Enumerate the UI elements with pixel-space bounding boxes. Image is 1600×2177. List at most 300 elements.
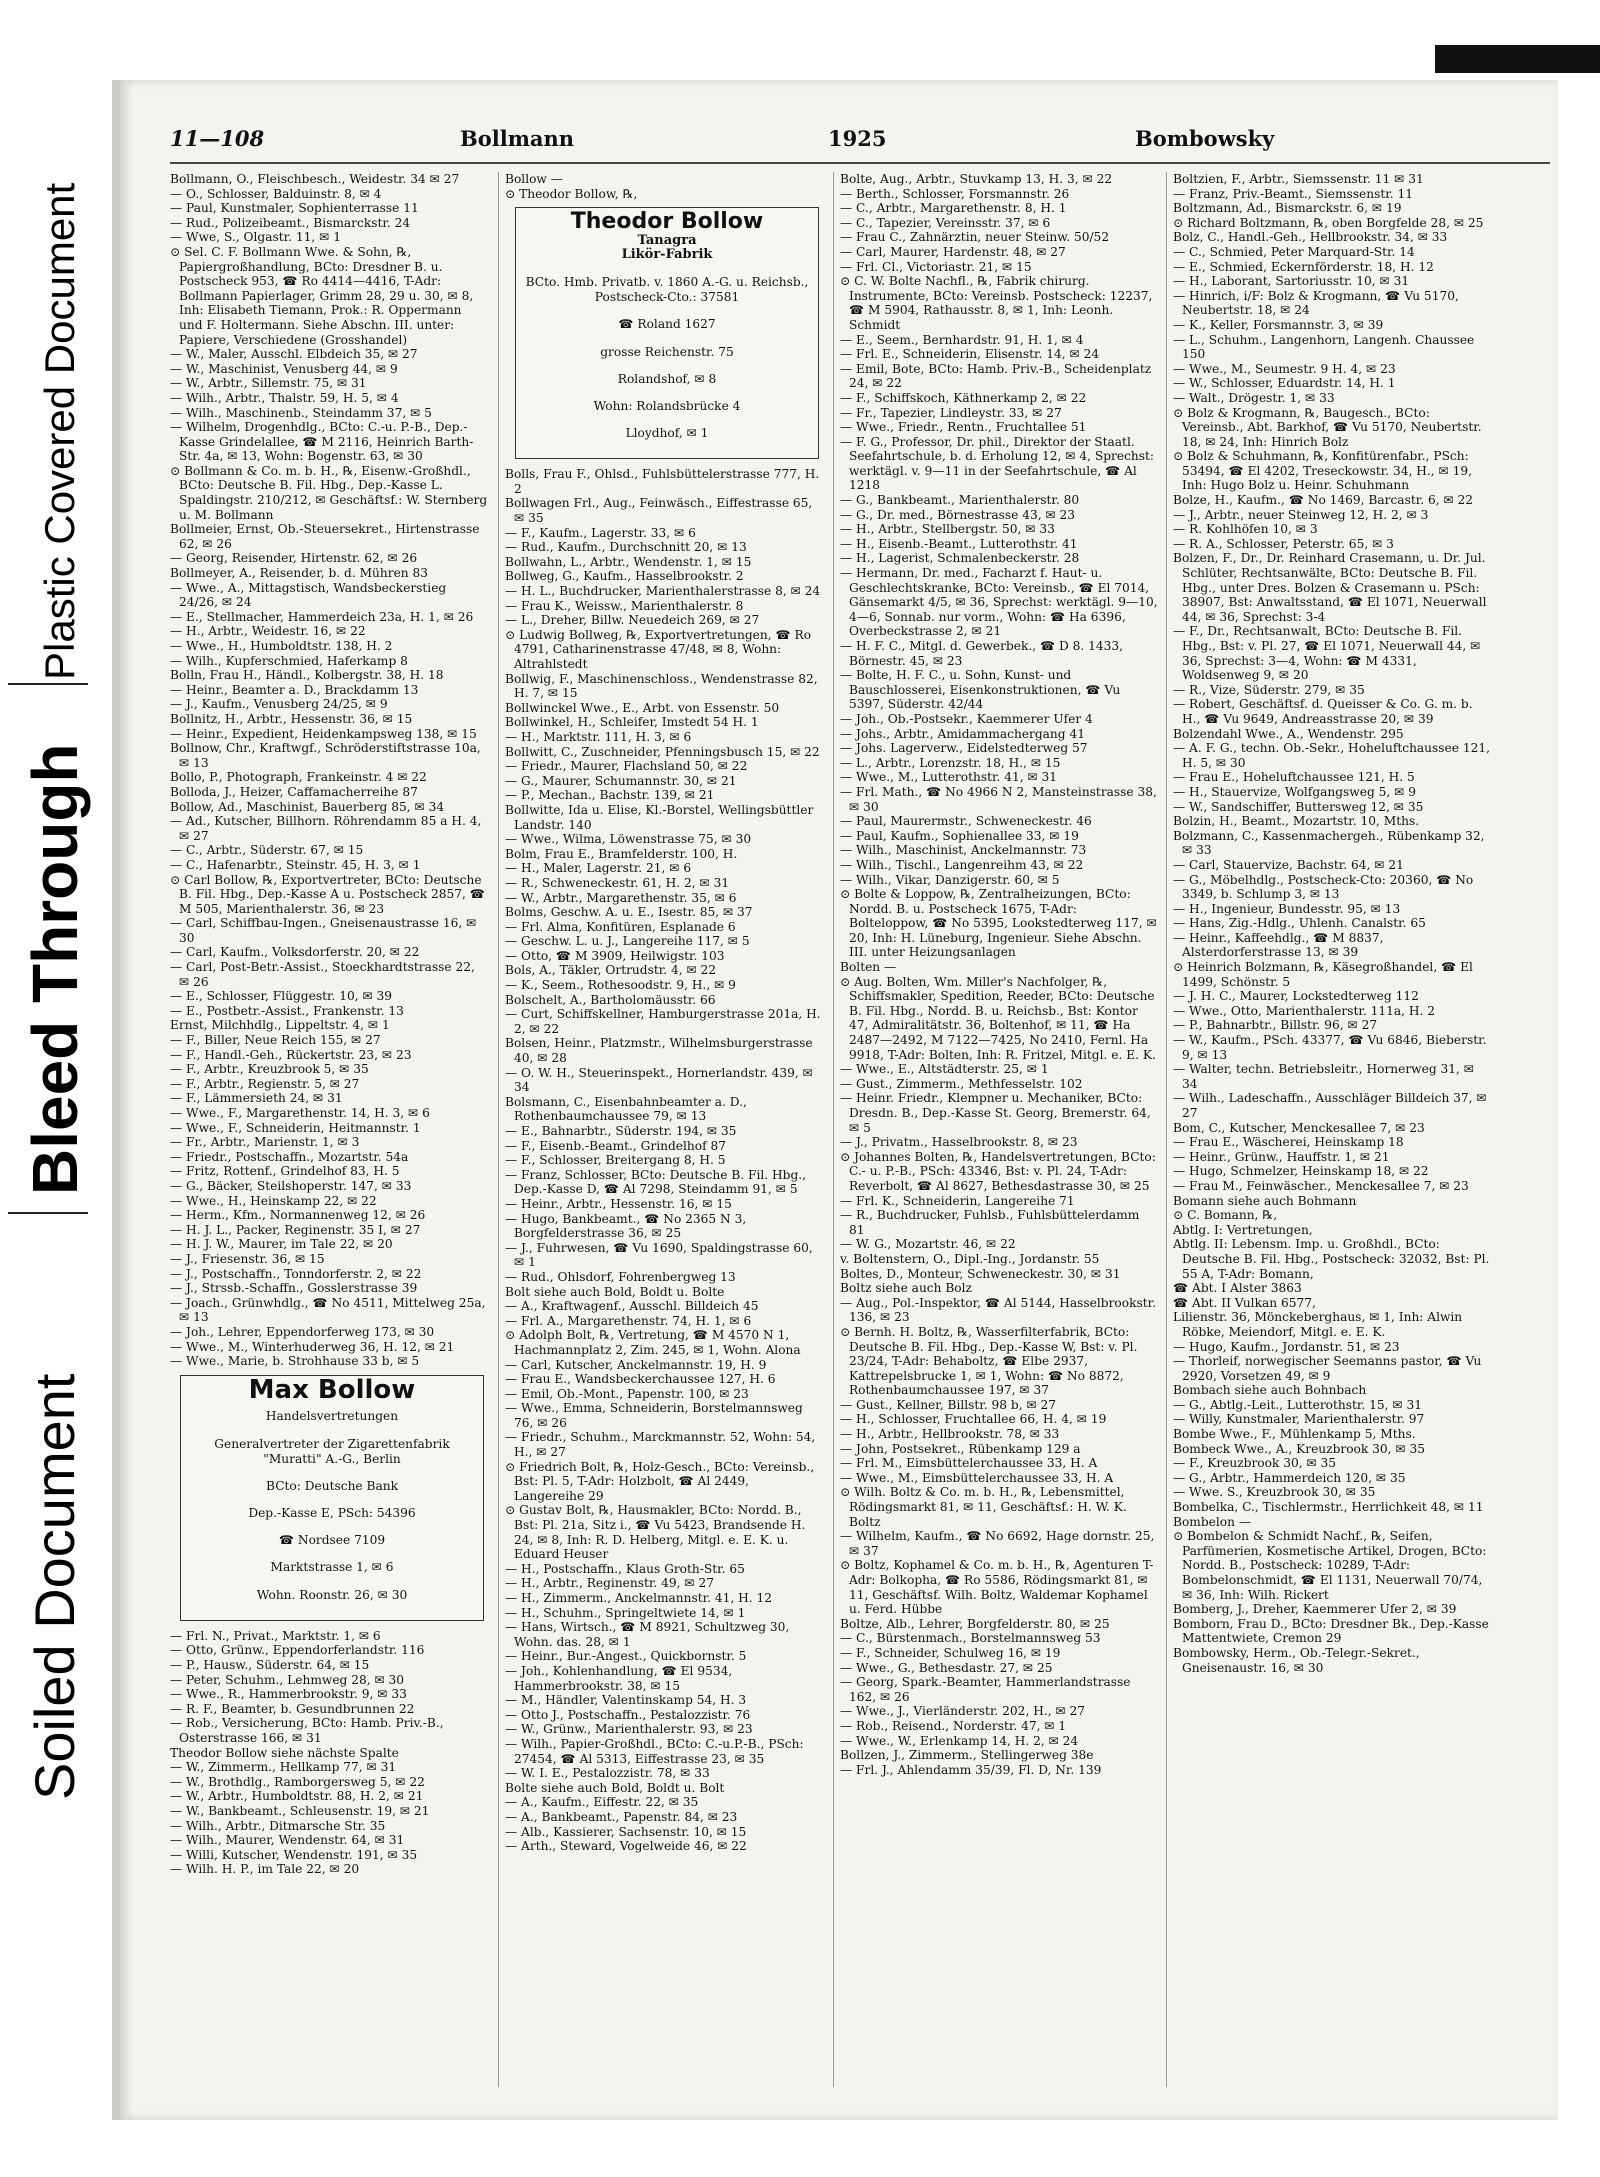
directory-entry: — Frl. J., Ahlendamm 35/39, Fl. D, Nr. 139	[840, 1762, 1102, 1777]
directory-entry: — C., Arbtr., Süderstr. 67, ✉ 15	[170, 843, 364, 858]
directory-entry: — Gust., Kellner, Billstr. 98 b, ✉ 27	[840, 1397, 1057, 1412]
column-separator	[498, 172, 499, 2087]
advert-line: BCto: Deutsche Bank	[266, 1478, 398, 1493]
directory-entry: — Hans, Wirtsch., ☎ M 8921, Schultzweg 30, Wohn. das. 28, ✉ 1	[505, 1620, 790, 1649]
directory-entry: — Ad., Kutscher, Billhorn. Röhrendamm 85 a H. 4, ✉ 27	[170, 814, 482, 843]
advert-lines	[522, 275, 812, 441]
directory-entry: Bolms, Geschw. A. u. E., Isestr. 85, ✉ 37	[505, 905, 753, 920]
directory-entry: Bollwitt, C., Zuschneider, Pfenningsbusch 15, ✉ 22	[505, 744, 820, 759]
directory-entry: — E., Schlosser, Flüggestr. 10, ✉ 39	[170, 989, 393, 1004]
directory-entry: — W., Sandschiffer, Buttersweg 12, ✉ 35	[1173, 799, 1424, 814]
directory-entry: — W., Kaufm., PSch. 43377, ☎ Vu 6846, Bieberstr. 9, ✉ 13	[1173, 1033, 1487, 1062]
directory-entry: Bollwig, F., Maschinenschloss., Wendenstrasse 82, H. 7, ✉ 15	[505, 671, 818, 701]
directory-entry: — Frau K., Weissw., Marienthalerstr. 8	[505, 598, 744, 613]
directory-entry: ⊙ Sel. C. F. Bollmann Wwe. & Sohn, ℞, Papiergroßhandlung, BCto: Dresdner B. u. Postscheck 953, ☎ Ro 4414—4416, T-Adr: Bollmann Papierlager, Grimm 28, 29 u. 30, ✉ 8, Inh: Elisabeth Tiemann, Prok.: R. Oppermann und F. Holtermann. Siehe Abschn. III. unter: Papiere, Verschiedene (Grosshandel)	[170, 244, 474, 347]
directory-entry: — W. I. E., Pestalozzistr. 78, ✉ 33	[505, 1766, 710, 1781]
directory-entry: Boltzien, F., Arbtr., Siemssenstr. 11 ✉ 31	[1173, 172, 1424, 186]
entry-list	[840, 172, 1158, 1777]
directory-entry: — Wwe., E., Altstädterstr. 25, ✉ 1	[840, 1062, 1049, 1077]
directory-entry: — Heinr., Beamter a. D., Brackdamm 13	[170, 682, 419, 697]
directory-entry: — Walter, techn. Betriebsleitr., Hornerweg 31, ✉ 34	[1173, 1062, 1474, 1091]
column-4	[1173, 172, 1491, 1675]
directory-entry: ⊙ Friedrich Bolt, ℞, Holz-Gesch., BCto: Vereinsb., Bst: Pl. 5, T-Adr: Holzbolt, ☎ Al 2449, Langereihe 29	[505, 1459, 815, 1503]
directory-entry: — H., Zimmerm., Anckelmannstr. 41, H. 12	[505, 1591, 773, 1605]
directory-entry: — Frl. K., Schneiderin, Langereihe 71	[840, 1193, 1075, 1208]
directory-entry: — H. L., Buchdrucker, Marienthalerstrasse 8, ✉ 24	[505, 584, 821, 599]
directory-entry: ⊙ Theodor Bollow, ℞,	[505, 186, 638, 201]
directory-entry: — H., Eisenb.-Beamt., Lutterothstr. 41	[840, 536, 1078, 551]
directory-entry: — Geschw. L. u. J., Langereihe 117, ✉ 5	[505, 934, 750, 949]
directory-entry: — Otto, ☎ M 3909, Heilwigstr. 103	[505, 948, 725, 963]
directory-entry: Ernst, Milchhdlg., Lippeltstr. 4, ✉ 1	[170, 1018, 390, 1033]
label-divider	[8, 1212, 88, 1214]
directory-entry: — Fr., Tapezier, Lindleystr. 33, ✉ 27	[840, 405, 1062, 420]
header-rule	[170, 162, 1550, 164]
directory-entry: — H., Ingenieur, Bundesstr. 95, ✉ 13	[1173, 901, 1401, 916]
directory-entry: — Heinr., Arbtr., Hessenstr. 16, ✉ 15	[505, 1196, 732, 1211]
directory-entry: Bomborn, Frau D., BCto: Dresdner Bk., Dep.-Kasse Mattentwiete, Cremon 29	[1173, 1616, 1489, 1646]
directory-entry: Bolt siehe auch Bold, Boldt u. Bolte	[505, 1284, 725, 1299]
directory-entry: — Rud., Polizeibeamt., Bismarckstr. 24	[170, 215, 411, 230]
directory-entry: — Wwe., H., Heinskamp 22, ✉ 22	[170, 1193, 377, 1208]
directory-entry: Bolze, H., Kaufm., ☎ No 1469, Barcastr. 6, ✉ 22	[1173, 493, 1474, 508]
directory-entry: Bombe Wwe., F., Mühlenkamp 5, Mths.	[1173, 1427, 1416, 1442]
directory-entry: — Heinr., Expedient, Heidenkampsweg 138, ✉ 15	[170, 726, 477, 741]
directory-entry: — Carl, Stauervize, Bachstr. 64, ✉ 21	[1173, 857, 1404, 872]
directory-entry: ⊙ Gustav Bolt, ℞, Hausmakler, BCto: Nordd. B., Bst: Pl. 21a, Sitz i., ☎ Vu 5423, Brandsende H. 24, ✉ 8, Inh: R. D. Helberg, Mitgl. e. E. K. u. Eduard Heuser	[505, 1503, 806, 1562]
directory-entry: — Frl. N., Privat., Marktstr. 1, ✉ 6	[170, 1628, 381, 1643]
page-header	[170, 126, 1550, 160]
directory-entry: — E., Postbetr.-Assist., Frankenstr. 13	[170, 1003, 404, 1018]
directory-entry: Bollweg, G., Kaufm., Hasselbrookstr. 2	[505, 569, 744, 584]
directory-entry: — Friedr., Schuhm., Marckmannstr. 52, Wohn: 54, H., ✉ 27	[505, 1430, 816, 1460]
directory-entry: — C., Hafenarbtr., Steinstr. 45, H. 3, ✉ 1	[170, 857, 421, 872]
advert-line: grosse Reichenstr. 75	[600, 344, 734, 359]
directory-entry: — H., Arbtr., Stellbergstr. 50, ✉ 33	[840, 522, 1055, 537]
directory-entry: — Wilh., Maurer, Wendenstr. 64, ✉ 31	[170, 1833, 405, 1848]
directory-entry: — H., Arbtr., Weidestr. 16, ✉ 22	[170, 624, 366, 639]
directory-entry: — Wwe., M., Eimsbüttelerchaussee 33, H. A	[840, 1470, 1114, 1485]
directory-entry: — Arth., Steward, Vogelweide 46, ✉ 22	[505, 1839, 747, 1854]
directory-entry: — O., Schlosser, Balduinstr. 8, ✉ 4	[170, 186, 382, 201]
directory-entry: Bollwinkel, H., Schleifer, Imstedt 54 H. 1	[505, 715, 759, 730]
directory-entry: — Wilh., Maschinenb., Steindamm 37, ✉ 5	[170, 405, 432, 420]
directory-entry: — W., Maschinist, Venusberg 44, ✉ 9	[170, 361, 398, 376]
directory-entry: Lilienstr. 36, Mönckeberghaus, ✉ 1, Inh: Alwin Röbke, Meiendorf, Mitgl. e. E. K.	[1173, 1310, 1463, 1339]
directory-entry: — Carl, Maurer, Hardenstr. 48, ✉ 27	[840, 244, 1066, 259]
directory-entry: — F., Dr., Rechtsanwalt, BCto: Deutsche B. Fil. Hbg., Bst: v. Pl. 27, ☎ El 1071, Neuerwall 44, ✉ 36, Sprechst: 3—4, Wohn: ☎ M 4331, Woldsenweg 9, ✉ 20	[1173, 624, 1481, 683]
directory-entry: Bollwitte, Ida u. Elise, Kl.-Borstel, Wellingsbüttler Landstr. 140	[505, 802, 814, 832]
directory-entry: — G., Dr. med., Börnestrasse 43, ✉ 23	[840, 507, 1076, 522]
directory-entry: Bombelon —	[1173, 1514, 1252, 1529]
directory-entry: ⊙ Bolte & Loppow, ℞, Zentralheizungen, BCto: Nordd. B. u. Postscheck 1675, T-Adr: Bolteloppow, ☎ No 5395, Lookstedterweg 117, ✉ 20, Inh: H. Lüneburg, Ingenieur. Siehe Abschn. III. unter Heizungsanlagen	[840, 887, 1157, 960]
directory-entry: ⊙ Bernh. H. Boltz, ℞, Wasserfilterfabrik, BCto: Deutsche B. Fil. Hbg., Dep.-Kasse W, Bst: v. Pl. 23/24, T-Adr: Behaboltz, ☎ Elbe 2937, Kattrepelsbrucke 1, ✉ 1, Wohn: ☎ No 8872, Rothenbaumchaussee 197, ✉ 37	[840, 1324, 1138, 1398]
directory-entry: ☎ Abt. I Alster 3863	[1173, 1281, 1302, 1296]
directory-entry: Bolloda, J., Heizer, Caffamacherreihe 87	[170, 784, 418, 799]
advert-line: Lloydhof, ✉ 1	[625, 426, 709, 441]
directory-entry: — Wilh. H. P., im Tale 22, ✉ 20	[170, 1862, 360, 1877]
directory-entry: Boltze, Alb., Lehrer, Borgfelderstr. 80, ✉ 25	[840, 1616, 1110, 1631]
directory-entry: — H., Arbtr., Reginenstr. 49, ✉ 27	[505, 1576, 714, 1591]
directory-entry: Bollnitz, H., Arbtr., Hessenstr. 36, ✉ 15	[170, 711, 413, 726]
directory-entry: — Wwe., Marie, b. Strohhause 33 b, ✉ 5	[170, 1354, 420, 1369]
directory-entry: — Wilh., Papier-Großhdl., BCto: C.-u.P.-B., PSch: 27454, ☎ Al 5313, Eiffestrasse 23, ✉ 35	[505, 1736, 804, 1766]
directory-entry: — E., Schmied, Eckernförderstr. 18, H. 12	[1173, 259, 1434, 274]
directory-entry: — P., Hausw., Süderstr. 64, ✉ 15	[170, 1657, 370, 1672]
directory-entry: ⊙ Adolph Bolt, ℞, Vertretung, ☎ M 4570 N 1, Hachmannplatz 2, Zim. 245, ✉ 1, Wohn. Alona	[505, 1328, 801, 1357]
directory-entry: — Wwe., Otto, Marienthalerstr. 111a, H. 2	[1173, 1003, 1436, 1018]
directory-entry: — Paul, Kunstmaler, Sophienterrasse 11	[170, 201, 419, 216]
directory-entry: ⊙ Bollmann & Co. m. b. H., ℞, Eisenw.-Großhdl., BCto: Deutsche B. Fil. Hbg., Dep.-Kasse L. Spaldingstr. 210/212, ✉ Geschäftsf.: W. Sternberg u. M. Bollmann	[170, 463, 488, 522]
directory-entry: Bolten —	[840, 960, 897, 975]
directory-entry: — A., Bankbeamt., Papenstr. 84, ✉ 23	[505, 1809, 738, 1824]
directory-entry: — Frl. E., Schneiderin, Elisenstr. 14, ✉ 24	[840, 347, 1100, 362]
directory-entry: Bollwinckel Wwe., E., Arbt. von Essenstr. 50	[505, 700, 780, 715]
directory-entry: — H. J. W., Maurer, im Tale 22, ✉ 20	[170, 1237, 393, 1252]
advert-theodor-bollow	[515, 207, 819, 459]
directory-entry: — Carl, Kaufm., Volksdorferstr. 20, ✉ 22	[170, 945, 420, 960]
directory-entry: Bolls, Frau F., Ohlsd., Fuhlsbüttelerstrasse 777, H. 2	[505, 467, 820, 496]
directory-entry: — Wilh., Arbtr., Thalstr. 59, H. 5, ✉ 4	[170, 390, 399, 405]
directory-entry: — G., Abtlg.-Leit., Lutterothstr. 15, ✉ 31	[1173, 1397, 1422, 1412]
directory-entry: — J. H. C., Maurer, Lockstedterweg 112	[1173, 989, 1419, 1004]
directory-entry: — F., Schneider, Schulweg 16, ✉ 19	[840, 1645, 1061, 1660]
directory-entry: — Frau M., Feinwäscher., Menckesallee 7, ✉ 23	[1173, 1178, 1469, 1193]
advert-lines	[187, 1409, 477, 1602]
directory-entry: — R. A., Schlosser, Peterstr. 65, ✉ 3	[1173, 536, 1394, 551]
directory-entry: — Thorleif, norwegischer Seemanns pastor, ☎ Vu 2920, Vorsetzen 49, ✉ 9	[1173, 1354, 1482, 1383]
directory-entry: — Curt, Schiffskellner, Hamburgerstrasse 201a, H. 2, ✉ 22	[505, 1007, 821, 1036]
column-1	[170, 172, 488, 1877]
directory-entry: — Hans, Zig.-Hdlg., Uhlenh. Canalstr. 65	[1173, 916, 1426, 931]
directory-entry: ⊙ Boltz, Kophamel & Co. m. b. H., ℞, Agenturen T-Adr: Bolkopha, ☎ Ro 5586, Rödingsmarkt 81, ✉ 11, Geschäftsf. Wilh. Boltz, Waldemar Kophamel u. Ferd. Hübbe	[840, 1558, 1154, 1617]
directory-entry: — Carl, Post-Betr.-Assist., Stoeckhardtstrasse 22, ✉ 26	[170, 960, 475, 989]
directory-entry: Bolz, C., Handl.-Geh., Hellbrookstr. 34, ✉ 33	[1173, 230, 1448, 245]
directory-entry: — K., Seem., Rothesoodstr. 9, H., ✉ 9	[505, 978, 736, 993]
directory-entry: Bollow, Ad., Maschinist, Bauerberg 85, ✉ 34	[170, 799, 445, 814]
directory-entry: — H., Arbtr., Hellbrookstr. 78, ✉ 33	[840, 1427, 1060, 1442]
directory-entry: — H. J. L., Packer, Reginenstr. 35 I, ✉ 27	[170, 1222, 421, 1237]
label-divider	[8, 683, 88, 685]
directory-entry: — Walt., Drögestr. 1, ✉ 33	[1173, 390, 1335, 405]
directory-entry: — G., Maurer, Schumannstr. 30, ✉ 21	[505, 773, 737, 788]
directory-entry: ⊙ Bolz & Schuhmann, ℞, Konfitürenfabr., PSch: 53494, ☎ El 4202, Treseckowstr. 34, H., ✉ 19, Inh: Hugo Bolz u. Heinr. Schuhmann	[1173, 449, 1472, 493]
directory-entry: — H., Schuhm., Springeltwiete 14, ✉ 1	[505, 1605, 746, 1620]
directory-entry: — P., Bahnarbtr., Billstr. 96, ✉ 27	[1173, 1018, 1378, 1033]
directory-entry: — R., Vize, Süderstr. 279, ✉ 35	[1173, 682, 1365, 697]
directory-entry: ⊙ C. W. Bolte Nachfl., ℞, Fabrik chirurg. Instrumente, BCto: Vereinsb. Postscheck: 12237, ☎ M 5904, Rathausstr. 8, ✉ 1, Inh: Leonh. Schmidt	[840, 274, 1153, 332]
directory-entry: Bolm, Frau E., Bramfelderstr. 100, H.	[505, 846, 738, 861]
directory-entry: — Wwe., F., Margarethenstr. 14, H. 3, ✉ 6	[170, 1106, 430, 1120]
directory-entry: — W., Bankbeamt., Schleusenstr. 19, ✉ 21	[170, 1803, 430, 1818]
directory-entry: — Heinr., Kaffeehdlg., ☎ M 8837, Alsterdorferstrasse 13, ✉ 39	[1173, 930, 1384, 960]
directory-entry: ⊙ Aug. Bolten, Wm. Miller's Nachfolger, ℞, Schiffsmakler, Spedition, Reeder, BCto: Deutsche B. Fil. Hbg., Nordd. B. u. Reichsb., Bst: Kontor 47, Admiralitätstr. 36, Boltenhof, ✉ 11, ☎ Ha 2487—2492, M 7122—7425, No 2410, Fernl. Ha 9918, T-Adr: Bolten, Inh: R. Fritzel, Mitgl. e. E. K.	[840, 974, 1156, 1062]
directory-entry: — Rob., Reisend., Norderstr. 47, ✉ 1	[840, 1718, 1067, 1733]
directory-entry: Bolln, Frau H., Händl., Kolbergstr. 38, H. 18	[170, 668, 444, 683]
directory-entry: Bolsmann, C., Eisenbahnbeamter a. D., Rothenbaumchaussee 79, ✉ 13	[505, 1094, 747, 1124]
directory-entry: — L., Arbtr., Lorenzstr. 18, H., ✉ 15	[840, 755, 1061, 770]
directory-entry: — Frl. M., Eimsbüttelerchaussee 33, H. A	[840, 1456, 1098, 1471]
directory-entry: — Peter, Schuhm., Lehmweg 28, ✉ 30	[170, 1672, 405, 1687]
directory-entry: — C., Bürstenmach., Borstelmannsweg 53	[840, 1631, 1101, 1646]
directory-entry: — Willi, Kutscher, Wendenstr. 191, ✉ 35	[170, 1847, 418, 1862]
directory-entry: — Fritz, Rottenf., Grindelhof 83, H. 5	[170, 1164, 400, 1179]
directory-entry: — A., Kraftwagenf., Ausschl. Billdeich 45	[505, 1299, 759, 1314]
directory-entry: Bollmeier, Ernst, Ob.-Steuersekret., Hirtenstrasse 62, ✉ 26	[170, 522, 480, 551]
directory-entry: — F., Biller, Neue Reich 155, ✉ 27	[170, 1033, 381, 1048]
directory-entry: — F., Arbtr., Kreuzbrook 5, ✉ 35	[170, 1062, 369, 1077]
directory-entry: Bollmann, O., Fleischbesch., Weidestr. 34 ✉ 27	[170, 172, 460, 186]
scanner-edge	[1435, 45, 1600, 73]
advert-line: Handelsvertretungen	[265, 1409, 399, 1424]
directory-entry: ⊙ Heinrich Bolzmann, ℞, Käsegroßhandel, ☎ El 1499, Schönstr. 5	[1173, 960, 1473, 989]
directory-entry: — Wwe., F., Schneiderin, Heitmannstr. 1	[170, 1120, 421, 1135]
directory-entry: Bollo, P., Photograph, Frankeinstr. 4 ✉ 22	[170, 770, 427, 785]
directory-entry: — Wilh., Arbtr., Ditmarsche Str. 35	[170, 1818, 386, 1833]
directory-entry: — Wilh., Ladeschaffn., Ausschläger Billdeich 37, ✉ 27	[1173, 1091, 1487, 1120]
directory-entry: — Hugo, Bankbeamt., ☎ No 2365 N 3, Borgfelderstrasse 36, ✉ 25	[505, 1211, 747, 1241]
directory-entry: — R. Kohlhöfen 10, ✉ 3	[1173, 522, 1318, 537]
directory-entry: — W., Arbtr., Sillemstr. 75, ✉ 31	[170, 376, 367, 391]
directory-entry: — Hugo, Schmelzer, Heinskamp 18, ✉ 22	[1173, 1164, 1429, 1179]
directory-entry: — Georg, Reisender, Hirtenstr. 62, ✉ 26	[170, 551, 418, 566]
directory-entry: — C., Tapezier, Vereinsstr. 37, ✉ 6	[840, 215, 1051, 230]
directory-entry: — Joh., Lehrer, Eppendorferweg 173, ✉ 30	[170, 1324, 435, 1339]
advert-max-bollow	[180, 1375, 484, 1621]
directory-entry: — J., Strssb.-Schaffn., Gosslerstrasse 39	[170, 1281, 418, 1296]
directory-entry: — J., Kaufm., Venusberg 24/25, ✉ 9	[170, 697, 388, 712]
directory-entry: — Heinr., Bur.-Angest., Quickbornstr. 5	[505, 1649, 747, 1664]
directory-entry: — Wwe., J., Vierländerstr. 202, H., ✉ 27	[840, 1704, 1086, 1719]
directory-entry: ⊙ Bombelon & Schmidt Nachf., ℞, Seifen, Parfümerien, Kosmetische Artikel, Drogen, BCto: Nordd. B., Postscheck: 10289, T-Adr: Bombelonschmidt, ☎ El 1131, Neuerwall 70/74, ✉ 36, Inh: Wilh. Rickert	[1173, 1529, 1487, 1602]
directory-entry: Abtlg. II: Lebensm. Imp. u. Großhdl., BCto: Deutsche B. Fil. Hbg., Postscheck: 32032, Bst: Pl. 55 A, T-Adr: Bomann,	[1173, 1237, 1490, 1281]
directory-entry: — F., Schlosser, Breitergang 8, H. 5	[505, 1153, 726, 1168]
directory-entry: — L., Dreher, Billw. Neuedeich 269, ✉ 27	[505, 613, 760, 628]
directory-entry: — Paul, Kaufm., Sophienallee 33, ✉ 19	[840, 828, 1079, 843]
directory-entry: — Wwe., M., Lutterothstr. 41, ✉ 31	[840, 770, 1058, 785]
directory-entry: Bolzin, H., Beamt., Mozartstr. 10, Mths.	[1173, 814, 1420, 829]
directory-entry: — G., Arbtr., Hammerdeich 120, ✉ 35	[1173, 1470, 1406, 1485]
directory-entry: — Wilh., Tischl., Langenreihm 43, ✉ 22	[840, 857, 1084, 872]
directory-entry: — Frau E., Hoheluftchaussee 121, H. 5	[1173, 770, 1415, 785]
column-separator	[1166, 172, 1167, 2087]
advert-line: ☎ Nordsee 7109	[278, 1533, 386, 1548]
directory-entry: — Wwe., Wilma, Löwenstrasse 75, ✉ 30	[505, 832, 752, 847]
soiled-document-label: Soiled Document	[23, 1373, 86, 1800]
directory-entry: — Frl. Math., ☎ No 4966 N 2, Mansteinstrasse 38, ✉ 30	[840, 784, 1157, 814]
directory-entry: — E., Stellmacher, Hammerdeich 23a, H. 1, ✉ 26	[170, 609, 474, 624]
directory-entry: Bollwahn, L., Arbtr., Wendenstr. 1, ✉ 15	[505, 554, 752, 569]
directory-entry: ⊙ Ludwig Bollweg, ℞, Exportvertretungen, ☎ Ro 4791, Catharinenstrasse 47/48, ✉ 8, Wohn: Altrahlstedt	[505, 627, 812, 671]
advert-line: Wohn: Rolandsbrücke 4	[593, 398, 741, 413]
directory-entry: — Johs., Arbtr., Amidammachergang 41	[840, 726, 1085, 741]
directory-entry: — J., Privatm., Hasselbrookstr. 8, ✉ 23	[840, 1135, 1078, 1150]
directory-entry: — F., Lämmersieth 24, ✉ 31	[170, 1091, 343, 1106]
directory-entry: — H., Lagerist, Schmalenbeckerstr. 28	[840, 551, 1080, 566]
directory-entry: Bollwagen Frl., Aug., Feinwäsch., Eiffestrasse 65, ✉ 35	[505, 496, 813, 526]
advert-title: Theodor Bollow	[570, 209, 764, 235]
directory-entry: — John, Postsekret., Rübenkamp 129 a	[840, 1441, 1081, 1456]
advert-line: Dep.-Kasse E, PSch: 54396	[248, 1506, 416, 1521]
directory-entry: — P., Mechan., Bachstr. 139, ✉ 21	[505, 788, 715, 803]
directory-entry: — Johs. Lagerverw., Eidelstedterweg 57	[840, 741, 1088, 756]
directory-entry: — Frau C., Zahnärztin, neuer Steinw. 50/52	[840, 230, 1110, 245]
directory-entry: — L., Schuhm., Langenhorn, Langenh. Chaussee 150	[1173, 332, 1475, 362]
directory-entry: Bolzmann, C., Kassenmachergeh., Rübenkamp 32, ✉ 33	[1173, 828, 1485, 858]
directory-entry: — Wwe., M., Seumestr. 9 H. 4, ✉ 23	[1173, 361, 1396, 376]
directory-entry: ⊙ Carl Bollow, ℞, Exportvertreter, BCto: Deutsche B. Fil. Hbg., Dep.-Kasse A u. Postscheck 2857, ☎ M 505, Marienthalerstr. 36, ✉ 23	[170, 872, 485, 916]
directory-entry: — Joach., Grünwhdlg., ☎ No 4511, Mittelweg 25a, ✉ 13	[170, 1295, 486, 1325]
directory-entry: — F., Kaufm., Lagerstr. 33, ✉ 6	[505, 525, 696, 540]
directory-entry: — W., Arbtr., Humboldtstr. 88, H. 2, ✉ 21	[170, 1789, 424, 1804]
directory-entry: — Alb., Kassierer, Sachsenstr. 10, ✉ 15	[505, 1824, 747, 1839]
advert-subtitle: Likör-Fabrik	[621, 247, 713, 263]
directory-entry: Bombach siehe auch Bohnbach	[1173, 1383, 1367, 1398]
directory-entry: — K., Keller, Forsmannstr. 3, ✉ 39	[1173, 317, 1384, 332]
directory-entry: — G., Bankbeamt., Marienthalerstr. 80	[840, 493, 1080, 508]
directory-entry: — F., Handl.-Geh., Rückertstr. 23, ✉ 23	[170, 1047, 412, 1062]
directory-entry: — H., Stauervize, Wolfgangsweg 5, ✉ 9	[1173, 784, 1416, 799]
advert-line: Wohn. Roonstr. 26, ✉ 30	[256, 1587, 408, 1602]
directory-entry: Abtlg. I: Vertretungen,	[1173, 1222, 1313, 1237]
directory-entry: — Friedr., Maurer, Flachsland 50, ✉ 22	[505, 759, 748, 774]
directory-entry: Bombelka, C., Tischlermstr., Herrlichkeit 48, ✉ 11	[1173, 1500, 1484, 1515]
header-first-entry: Bollmann	[460, 126, 575, 151]
directory-entry: Bolschelt, A., Bartholomäusstr. 66	[505, 992, 716, 1007]
directory-entry: ⊙ Wilh. Boltz & Co. m. b. H., ℞, Lebensmittel, Rödingsmarkt 81, ✉ 11, Geschäftsf.: H. W. K. Boltz	[840, 1485, 1127, 1529]
directory-entry: — Paul, Maurermstr., Schweneckestr. 46	[840, 814, 1092, 829]
directory-entry: — W., Schlosser, Eduardstr. 14, H. 1	[1173, 376, 1396, 391]
entry-list	[170, 172, 488, 1369]
directory-entry: Bolzendahl Wwe., A., Wendenstr. 295	[1173, 726, 1404, 741]
advert-title: Max Bollow	[248, 1374, 416, 1405]
directory-entry: — Franz, Priv.-Beamt., Siemssenstr. 11	[1173, 186, 1413, 201]
directory-entry: — Frau E., Wandsbeckerchaussee 127, H. 6	[505, 1372, 776, 1387]
bleed-through-label: Bleed Through	[19, 743, 91, 1195]
directory-entry: — H., Marktstr. 111, H. 3, ✉ 6	[505, 729, 692, 744]
directory-entry: — Fr., Arbtr., Marienstr. 1, ✉ 3	[170, 1135, 360, 1150]
entry-list	[1173, 172, 1491, 1675]
directory-entry: Bollzen, J., Zimmerm., Stellingerweg 38e	[840, 1748, 1094, 1763]
directory-entry: — F., Schiffskoch, Käthnerkamp 2, ✉ 22	[840, 390, 1087, 405]
directory-entry: — Wwe., R., Hammerbrookstr. 9, ✉ 33	[170, 1687, 407, 1702]
entry-list	[170, 1629, 488, 1877]
directory-entry: — Wwe., G., Bethesdastr. 27, ✉ 25	[840, 1660, 1053, 1675]
entry-list	[505, 467, 823, 1853]
page-number: 11—108	[170, 126, 265, 151]
directory-entry: — Heinr., Grünw., Hauffstr. 1, ✉ 21	[1173, 1149, 1390, 1164]
directory-entry: — C., Schmied, Peter Marquard-Str. 14	[1173, 244, 1415, 259]
directory-entry: — Wwe. S., Kreuzbrook 30, ✉ 35	[1173, 1485, 1376, 1500]
directory-entry: — J., Arbtr., neuer Steinweg 12, H. 2, ✉ 3	[1173, 507, 1429, 522]
directory-entry: Bolte, Aug., Arbtr., Stuvkamp 13, H. 3, ✉ 22	[840, 172, 1113, 186]
directory-entry: — Frl. Cl., Victoriastr. 21, ✉ 15	[840, 259, 1032, 274]
directory-entry: — J., Friesenstr. 36, ✉ 15	[170, 1251, 325, 1266]
directory-entry: — Frl. Alma, Konfitüren, Esplanade 6	[505, 919, 736, 934]
side-label-strip	[0, 0, 96, 2177]
directory-entry: — Aug., Pol.-Inspektor, ☎ Al 5144, Hasselbrookstr. 136, ✉ 23	[840, 1295, 1156, 1325]
column-separator	[833, 172, 834, 2087]
directory-entry: — Friedr., Postschaffn., Mozartstr. 54a	[170, 1149, 409, 1164]
directory-entry: — Frl. A., Margarethenstr. 74, H. 1, ✉ 6	[505, 1313, 752, 1328]
directory-entry: — W. G., Mozartstr. 46, ✉ 22	[840, 1237, 1016, 1252]
advert-line: Generalvertreter der Zigarettenfabrik "Muratti" A.-G., Berlin	[214, 1436, 450, 1466]
directory-entry: Theodor Bollow siehe nächste Spalte	[170, 1745, 399, 1760]
directory-entry: — Robert, Geschäftsf. d. Queisser & Co. G. m. b. H., ☎ Vu 9649, Andreasstrasse 20, ✉ 39	[1173, 697, 1473, 726]
directory-entry: — W., Grünw., Marienthalerstr. 93, ✉ 23	[505, 1722, 753, 1737]
directory-entry: — R., Schweneckestr. 61, H. 2, ✉ 31	[505, 875, 730, 890]
directory-entry: — Wwe., W., Erlenkamp 14, H. 2, ✉ 24	[840, 1733, 1079, 1748]
directory-entry: Bombeck Wwe., A., Kreuzbrook 30, ✉ 35	[1173, 1441, 1425, 1456]
directory-entry: — F., Kreuzbrook 30, ✉ 35	[1173, 1456, 1337, 1471]
directory-entry: — W., Zimmerm., Hellkamp 77, ✉ 31	[170, 1760, 397, 1775]
advert-line: BCto. Hmb. Privatb. v. 1860 A.-G. u. Reichsb., Postscheck-Cto.: 37581	[525, 275, 809, 305]
directory-entry: ⊙ Richard Boltzmann, ℞, oben Borgfelde 28, ✉ 25	[1173, 215, 1484, 230]
directory-page	[112, 80, 1558, 2120]
directory-entry: — Wilh., Maschinist, Anckelmannstr. 73	[840, 843, 1087, 858]
directory-entry: — Wilhelm, Drogenhdlg., BCto: C.-u. P.-B., Dep.-Kasse Grindelallee, ☎ M 2116, Heinrich Barth-Str. 4a, ✉ 13, Wohn: Bogenstr. 63, ✉ 30	[170, 420, 474, 464]
directory-entry: — Herm., Kfm., Normannenweg 12, ✉ 26	[170, 1208, 426, 1223]
directory-entry: — A., Kaufm., Eiffestr. 22, ✉ 35	[505, 1795, 699, 1810]
directory-entry: — F., Arbtr., Regienstr. 5, ✉ 27	[170, 1076, 360, 1091]
directory-entry: — W., Maler, Ausschl. Elbdeich 35, ✉ 27	[170, 347, 418, 362]
directory-entry: — M., Händler, Valentinskamp 54, H. 3	[505, 1693, 747, 1708]
directory-entry: — Wwe, S., Olgastr. 11, ✉ 1	[170, 230, 341, 245]
directory-entry: Boltz siehe auch Bolz	[840, 1281, 972, 1296]
directory-entry: — Emil, Bote, BCto: Hamb. Priv.-B., Scheidenplatz 24, ✉ 22	[840, 361, 1152, 391]
advert-line: Rolandshof, ✉ 8	[617, 371, 717, 386]
directory-entry: — Joh., Ob.-Postsekr., Kaemmerer Ufer 4	[840, 711, 1093, 726]
directory-entry: — Carl, Schiffbau-Ingen., Gneisenaustrasse 16, ✉ 30	[170, 916, 477, 945]
directory-entry: — H., Schlosser, Fruchtallee 66, H. 4, ✉ 19	[840, 1412, 1107, 1427]
header-year: 1925	[828, 126, 887, 151]
directory-entry: — E., Bahnarbtr., Süderstr. 194, ✉ 35	[505, 1124, 737, 1138]
column-3	[840, 172, 1158, 1777]
directory-entry: — Rud., Kaufm., Durchschnitt 20, ✉ 13	[505, 540, 747, 555]
directory-entry: — Heinr. Friedr., Klempner u. Mechaniker, BCto: Dresdn. B., Dep.-Kasse St. Georg, Bremerstr. 64, ✉ 5	[840, 1091, 1151, 1135]
directory-entry: — Wwe., M., Winterhuderweg 36, H. 12, ✉ 21	[170, 1339, 455, 1354]
directory-entry: Bols, A., Täkler, Ortrudstr. 4, ✉ 22	[505, 963, 717, 978]
directory-entry: Boltes, D., Monteur, Schweneckestr. 30, ✉ 31	[840, 1266, 1121, 1281]
directory-entry: — Carl, Kutscher, Anckelmannstr. 19, H. 9	[505, 1357, 767, 1372]
directory-entry: — Otto, Grünw., Eppendorferlandstr. 116	[170, 1643, 425, 1658]
directory-entry: — F. G., Professor, Dr. phil., Direktor der Staatl. Seefahrtschule, b. d. Erholung 12, ✉ 4, Sprechst: werktägl. v. 9—11 in der Seefahrtschule, ☎ Al 1218	[840, 434, 1155, 493]
directory-entry: — Rob., Versicherung, BCto: Hamb. Priv.-B., Osterstrasse 166, ✉ 31	[170, 1716, 444, 1745]
directory-entry: — Hugo, Kaufm., Jordanstr. 51, ✉ 23	[1173, 1339, 1400, 1354]
directory-entry: — Wwe., Emma, Schneiderin, Borstelmannsweg 76, ✉ 26	[505, 1401, 803, 1430]
column-2	[505, 172, 823, 1854]
entry-list	[505, 172, 823, 201]
directory-entry: ⊙ C. Bomann, ℞,	[1173, 1208, 1278, 1223]
directory-entry: ☎ Abt. II Vulkan 6577,	[1173, 1295, 1316, 1310]
directory-entry: — O. W. H., Steuerinspekt., Hornerlandstr. 439, ✉ 34	[505, 1065, 813, 1095]
directory-entry: Bollow —	[505, 172, 563, 186]
directory-entry: — Wwe., H., Humboldtstr. 138, H. 2	[170, 639, 393, 653]
directory-entry: ⊙ Bolz & Krogmann, ℞, Baugesch., BCto: Vereinsb., Abt. Barkhof, ☎ Vu 5170, Neubertstr. 18, ✉ 24, Inh: Hinrich Bolz	[1173, 405, 1482, 449]
directory-entry: — J., Postschaffn., Tonndorferstr. 2, ✉ 22	[170, 1266, 422, 1281]
directory-entry: — C., Arbtr., Margarethenstr. 8, H. 1	[840, 201, 1067, 216]
directory-entry: Bom, C., Kutscher, Menckesallee 7, ✉ 23	[1173, 1120, 1425, 1135]
directory-entry: — Willy, Kunstmaler, Marienthalerstr. 97	[1173, 1412, 1425, 1427]
directory-entry: Bollmeyer, A., Reisender, b. d. Mühren 83	[170, 566, 429, 581]
directory-entry: — Franz, Schlosser, BCto: Deutsche B. Fil. Hbg., Dep.-Kasse D, ☎ Al 7298, Steindamm 91, ✉ 5	[505, 1167, 806, 1197]
header-last-entry: Bombowsky	[1135, 126, 1275, 151]
directory-entry: — H. F. C., Mitgl. d. Gewerbek., ☎ D 8. 1433, Börnestr. 45, ✉ 23	[840, 639, 1124, 668]
directory-entry: — J., Fuhrwesen, ☎ Vu 1690, Spaldingstrasse 60, ✉ 1	[505, 1240, 813, 1270]
directory-entry: — Wilhelm, Kaufm., ☎ No 6692, Hage dornstr. 25, ✉ 37	[840, 1529, 1155, 1558]
directory-entry: — Rud., Ohlsdorf, Fohrenbergweg 13	[505, 1269, 736, 1284]
directory-entry: v. Boltenstern, O., Dipl.-Ing., Jordanstr. 55	[840, 1251, 1100, 1266]
